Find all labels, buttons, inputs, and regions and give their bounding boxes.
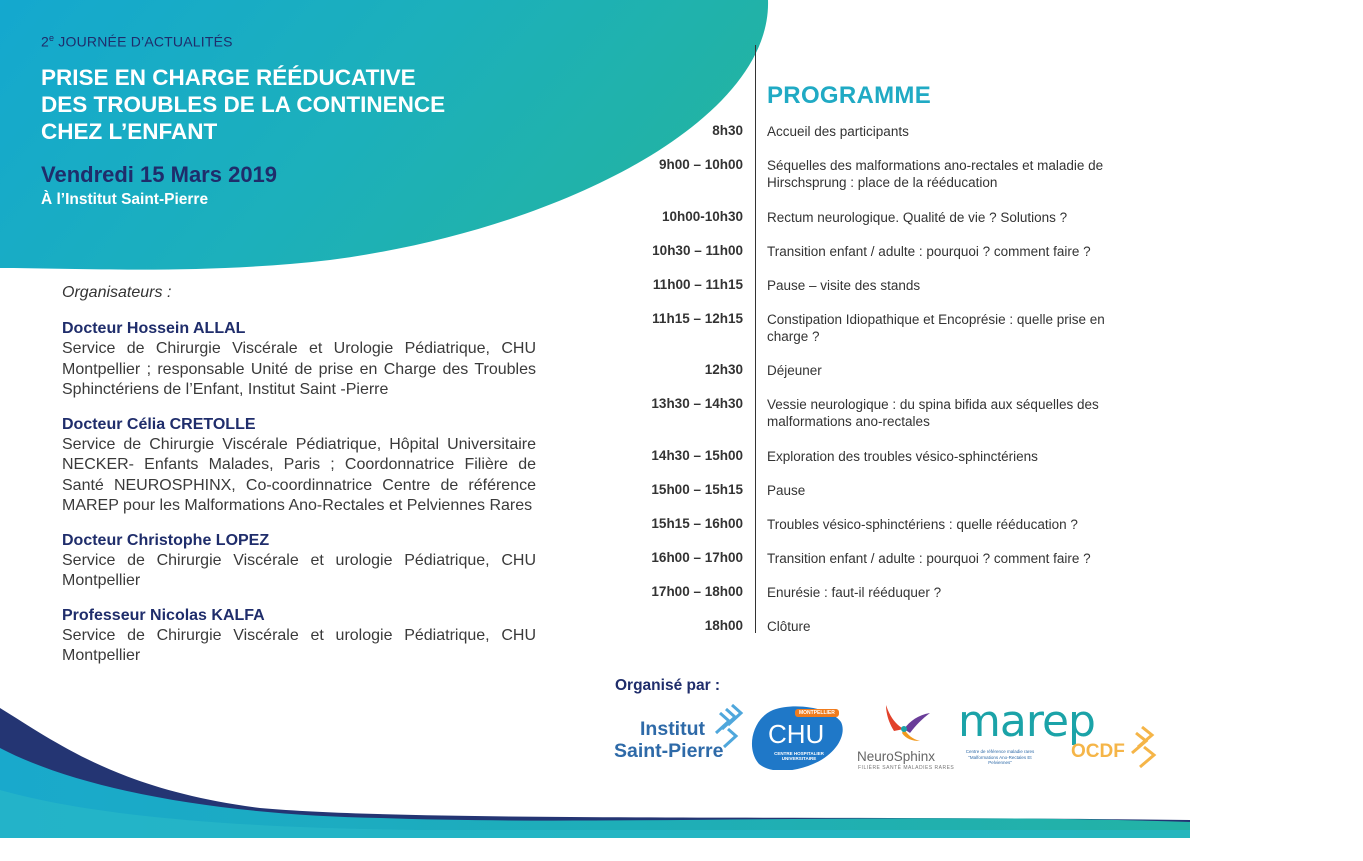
- organizer-description: Service de Chirurgie Viscérale et urologie Pédiatrique, CHU Montpellier: [62, 626, 536, 664]
- program-time: 9h00 – 10h00: [658, 157, 743, 172]
- organizer-entry: [62, 606, 536, 667]
- neurosphinx-logo-subtitle: FILIÈRE SANTÉ MALADIES RARES: [858, 765, 955, 771]
- program-item-label: Constipation Idiopathique et Encoprésie : quelle prise en charge ?: [767, 312, 1105, 344]
- organizer-description: Service de Chirurgie Viscérale et urologie Pédiatrique, CHU Montpellier: [62, 551, 536, 589]
- organizer-entry: [62, 415, 536, 517]
- sponsors-heading: Organisé par :: [615, 677, 721, 694]
- organizer-name: Docteur Christophe LOPEZ: [62, 531, 270, 549]
- program-time: 10h00-10h30: [661, 209, 743, 224]
- program-title: PROGRAMME: [767, 82, 932, 109]
- organizer-entry: [62, 319, 536, 401]
- program-time: 13h30 – 14h30: [651, 396, 743, 411]
- program-time: 12h30: [704, 362, 743, 377]
- event-title-line: PRISE EN CHARGE RÉÉDUCATIVE: [41, 65, 416, 90]
- event-venue: À l’Institut Saint-Pierre: [41, 191, 209, 208]
- event-title-line: DES TROUBLES DE LA CONTINENCE: [41, 92, 446, 117]
- program-time: 8h30: [712, 123, 743, 138]
- organizer-name: Docteur Célia CRETOLLE: [62, 415, 256, 433]
- event-title-line: CHEZ L’ENFANT: [41, 119, 218, 144]
- program-time: 16h00 – 17h00: [651, 550, 743, 565]
- program-item-label: Déjeuner: [767, 363, 822, 378]
- program-item-label: Pause: [767, 483, 806, 498]
- program-item-label: Vessie neurologique : du spina bifida aux séquelles des malformations ano-rectales: [767, 397, 1099, 429]
- program-item-label: Pause – visite des stands: [767, 278, 921, 293]
- program-time: 14h30 – 15h00: [651, 448, 743, 463]
- organizer-name: Professeur Nicolas KALFA: [62, 606, 265, 624]
- program-item-label: Transition enfant / adulte : pourquoi ? comment faire ?: [767, 551, 1091, 566]
- organizers-section: [62, 284, 536, 681]
- program-time: 10h30 – 11h00: [652, 243, 743, 258]
- program-time: 11h15 – 12h15: [652, 311, 743, 326]
- ocdf-logo-text: OCDF: [1071, 741, 1125, 762]
- organizers-heading: Organisateurs :: [62, 284, 172, 301]
- program-time: 18h00: [704, 618, 743, 633]
- event-kicker: 2e JOURNÉE D’ACTUALITÉS: [41, 33, 233, 50]
- event-title: [41, 64, 561, 145]
- isp-stripes-icon: [708, 703, 744, 749]
- program-item-label: Exploration des troubles vésico-sphinctériens: [767, 449, 1038, 464]
- chu-logo-text: CHU: [768, 719, 825, 749]
- neurosphinx-logo-text: NeuroSphinx: [857, 749, 936, 764]
- organizer-entry: [62, 531, 536, 592]
- program-item-label: Accueil des participants: [767, 124, 909, 139]
- isp-logo-line: Saint-Pierre: [614, 740, 724, 762]
- chu-badge: MONTPELLIER: [795, 709, 839, 717]
- neurosphinx-bird-icon: [880, 703, 932, 747]
- program-item-label: Enurésie : faut-il rééduquer ?: [767, 585, 942, 600]
- marep-logo-subtitle: Centre de référence maladie rares "Malformations Ano-Rectales Et Pelviennes": [965, 749, 1035, 765]
- marep-logo-text: marep: [958, 696, 1095, 747]
- isp-logo-line: Institut: [640, 718, 705, 740]
- program-time: 11h00 – 11h15: [652, 277, 743, 292]
- program-time: 15h15 – 16h00: [651, 516, 743, 531]
- program-time: 15h00 – 15h15: [651, 482, 743, 497]
- event-date: Vendredi 15 Mars 2019: [41, 162, 278, 187]
- program-item-label: Troubles vésico-sphinctériens : quelle rééducation ?: [767, 517, 1078, 532]
- ocdf-stripes-icon: [1126, 725, 1158, 771]
- program-item-label: Séquelles des malformations ano-rectales et maladie de Hirschsprung : place de la rééducation: [767, 158, 1104, 190]
- organizer-description: Service de Chirurgie Viscérale et Urologie Pédiatrique, CHU Montpellier ; responsable Unité de prise en Charge des Troubles Sphinctériens de l’Enfant, Institut Saint -Pierre: [62, 340, 536, 398]
- program-divider: [755, 45, 756, 633]
- program-item-label: Clôture: [767, 619, 811, 634]
- organizer-description: Service de Chirurgie Viscérale Pédiatrique, Hôpital Universitaire NECKER- Enfants Malades, Paris ; Coordonnatrice Filière de Santé NEUROSPHINX, Co-coordinnatrice Centre de référence MAREP pour les Malformations Ano-Rectales et Pelviennes Rares: [62, 435, 536, 514]
- program-item-label: Transition enfant / adulte : pourquoi ? comment faire ?: [767, 244, 1091, 259]
- program-time: 17h00 – 18h00: [651, 584, 743, 599]
- chu-logo-subtitle: CENTRE HOSPITALIER UNIVERSITAIRE: [774, 751, 824, 761]
- organizer-name: Docteur Hossein ALLAL: [62, 320, 246, 337]
- program-item-label: Rectum neurologique. Qualité de vie ? Solutions ?: [767, 210, 1068, 225]
